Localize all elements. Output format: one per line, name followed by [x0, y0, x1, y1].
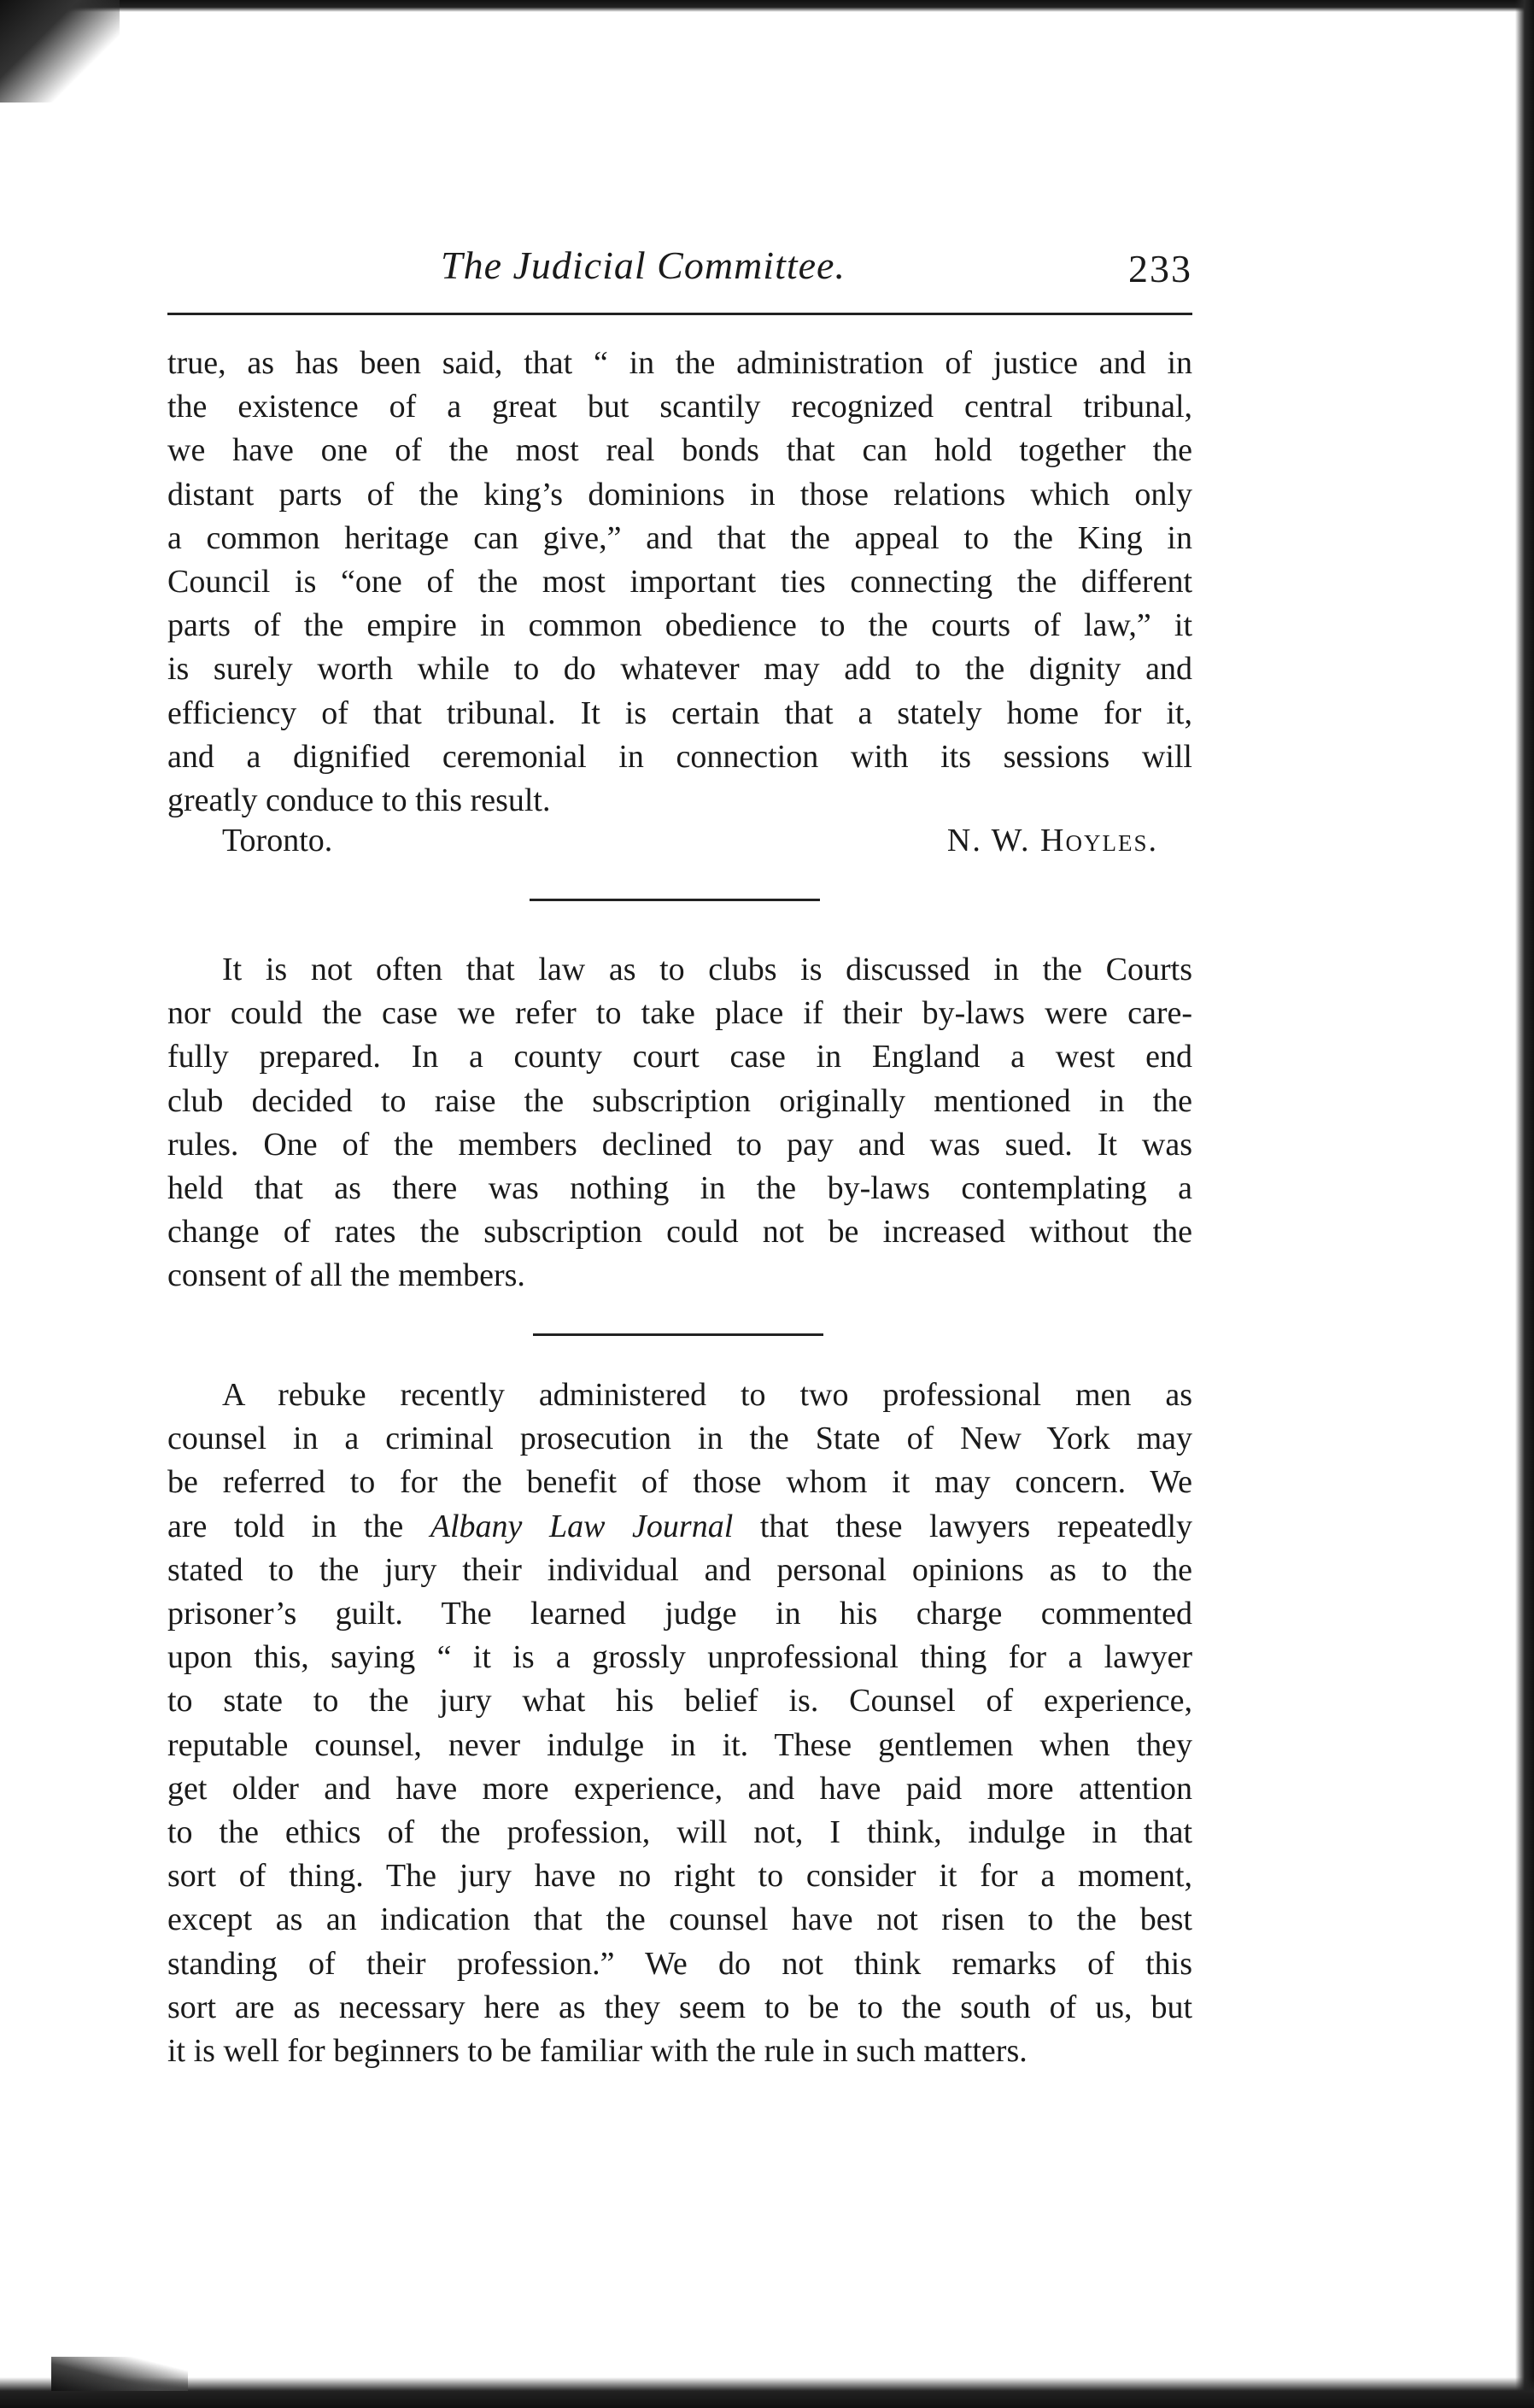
- text-line: the existence of a great but scantily recognized central tribunal,: [167, 389, 1192, 425]
- text-line: standing of their profession.” We do not think remarks of this: [167, 1945, 1192, 1982]
- text-line: except as an indication that the counsel have not risen to the best: [167, 1901, 1192, 1938]
- text-line: reputable counsel, never indulge in it. These gentlemen when they: [167, 1726, 1192, 1763]
- scan-corner-bottom-left: [51, 2357, 188, 2391]
- paragraph-judicial-committee: [167, 342, 1192, 823]
- signature-line: [167, 822, 1192, 866]
- text-line: stated to the jury their individual and personal opinions as to the: [167, 1551, 1192, 1588]
- page-number: 233: [1128, 247, 1192, 290]
- text-line: to the ethics of the profession, will not, I think, indulge in that: [167, 1814, 1192, 1851]
- text-line: prisoner’s guilt. The learned judge in his charge commented: [167, 1596, 1192, 1632]
- text-line: parts of the empire in common obedience to the courts of law,” it: [167, 607, 1192, 644]
- section-divider: [533, 1333, 823, 1336]
- text-line: and a dignified ceremonial in connection with its sessions will: [167, 738, 1192, 775]
- text-line: get older and have more experience, and have paid more attention: [167, 1770, 1192, 1807]
- text-line: we have one of the most real bonds that can hold together the: [167, 432, 1192, 469]
- text-line: [167, 1505, 1192, 1549]
- text-line: is surely worth while to do whatever may add to the dignity and: [167, 651, 1192, 688]
- header-rule: [167, 313, 1192, 315]
- text-line: sort are as necessary here as they seem to be to the south of us, but: [167, 1989, 1192, 2025]
- text-line: be referred to for the benefit of those whom it may concern. We: [167, 1464, 1192, 1501]
- text-line: counsel in a criminal prosecution in the State of New York may: [167, 1421, 1192, 1457]
- text-line: change of rates the subscription could not be increased without the: [167, 1214, 1192, 1251]
- text-line: club decided to raise the subscription originally mentioned in the: [167, 1082, 1192, 1119]
- page-header: [167, 243, 1192, 302]
- text-line: consent of all the members.: [167, 1257, 525, 1294]
- text-line: A rebuke recently administered to two professional men as: [222, 1377, 1192, 1413]
- text-line: it is well for beginners to be familiar with the rule in such matters.: [167, 2033, 1028, 2070]
- signature-author: N. W. Hoyles.: [946, 823, 1158, 858]
- signature-place: Toronto.: [222, 823, 333, 858]
- running-title: The Judicial Committee.: [441, 243, 846, 287]
- text-line: It is not often that law as to clubs is discussed in the Courts: [222, 952, 1192, 987]
- text-line: fully prepared. In a county court case in England a west end: [167, 1039, 1192, 1075]
- text-line: efficiency of that tribunal. It is certain that a stately home for it,: [167, 694, 1192, 731]
- text-fragment: that these lawyers repeatedly: [733, 1508, 1193, 1544]
- text-line: true, as has been said, that “ in the administration of justice and in: [167, 345, 1192, 381]
- paragraph-rebuke: [167, 1374, 1192, 2073]
- section-divider: [530, 899, 820, 901]
- text-line: to state to the jury what his belief is. Counsel of experience,: [167, 1683, 1192, 1720]
- text-line: rules. One of the members declined to pay and was sued. It was: [167, 1126, 1192, 1163]
- text-fragment: are told in the: [167, 1508, 430, 1544]
- text-line: sort of thing. The jury have no right to consider it for a moment,: [167, 1858, 1192, 1895]
- text-line: Council is “one of the most important ties connecting the different: [167, 564, 1192, 601]
- text-line: a common heritage can give,” and that the appeal to the King in: [167, 519, 1192, 556]
- text-line: nor could the case we refer to take place if their by-laws were care-: [167, 995, 1192, 1032]
- scan-corner-top-left: [0, 0, 120, 103]
- scan-border-right: [1515, 0, 1534, 2408]
- text-line: held that as there was nothing in the by-laws contemplating a: [167, 1170, 1192, 1207]
- scan-border-bottom: [0, 2377, 1534, 2408]
- scan-border-top: [0, 0, 1534, 12]
- journal-title: Albany Law Journal: [430, 1508, 734, 1544]
- text-line: distant parts of the king’s dominions in those relations which only: [167, 476, 1192, 513]
- paragraph-clubs: [167, 948, 1192, 1298]
- text-line: upon this, saying “ it is a grossly unprofessional thing for a lawyer: [167, 1639, 1192, 1676]
- text-line: greatly conduce to this result.: [167, 782, 551, 819]
